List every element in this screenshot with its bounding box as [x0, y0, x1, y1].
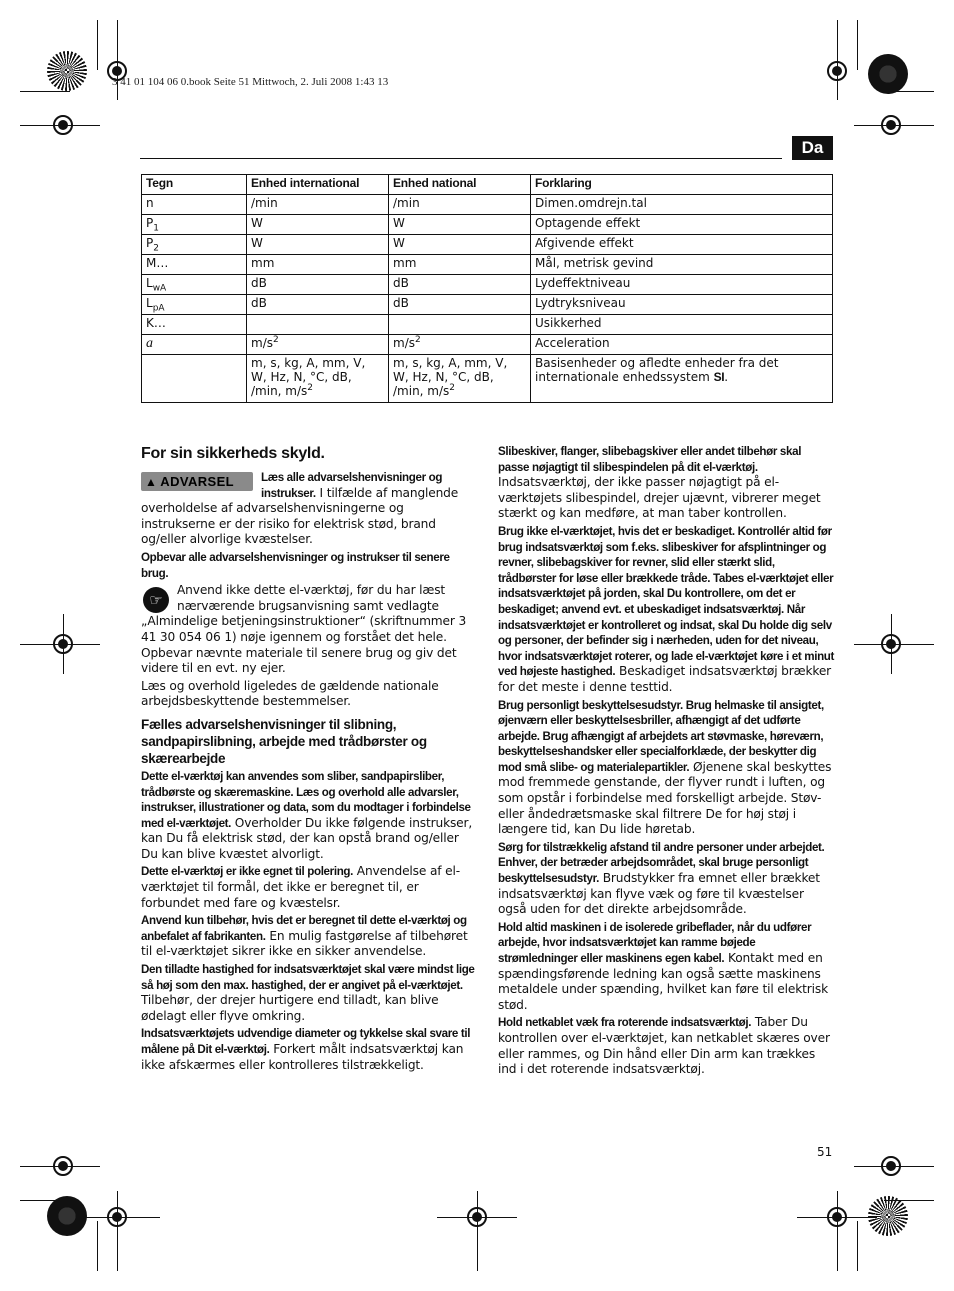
crop-line: [854, 125, 934, 126]
explanation-cell: Acceleration: [531, 335, 833, 355]
symbol-cell: n: [142, 195, 247, 215]
table-row: [142, 275, 833, 295]
right-column: [498, 444, 835, 1080]
table-row: [142, 215, 833, 235]
table-row: [142, 195, 833, 215]
national-cell: $m/s^2$: [389, 335, 531, 355]
paragraph: Brug personligt beskyttelsesudstyr. Brug helmaske til ansigtet, øjenværn eller beskyttelsesbriller, afhængigt af det udførte arbejde. Brug afhængigt af arbejdets art støvmaske, høreværn, beskyttelseshandsker eller specialforklæde, der beskytter dig mod små slibe- og materialepartikler. Øjenene skal beskyttes mod fremmede genstande, der flyver rundt i luften, og som opstår i forbindelse med forskelligt arbejde. Støv- eller åndedrætsmaske skal filtrere De for høj støj i længere tid, kan Du lide høretab.: [498, 698, 832, 837]
crop-line: [20, 125, 100, 126]
paragraph: Dette el-værktøj er ikke egnet til polering. Anvendelse af el-værktøjet til formål, det ikke er beregnet til, er forbundet med fare og kvæstelsr.: [141, 864, 460, 910]
crop-line: [837, 1191, 838, 1271]
crop-line: [63, 614, 64, 674]
table-header-cell: Enhed national: [389, 175, 531, 195]
registration-sunburst-bottom-right: [868, 1196, 908, 1236]
subheading: Fælles advarselshenvisninger til slibning, sandpapirslibning, arbejde med trådbørster og skærearbejde: [141, 716, 427, 766]
crop-line: [80, 1217, 160, 1218]
explanation-cell: Basisenheder og afledte enheder fra det internationale enhedssystem SI.: [531, 355, 833, 403]
units-table: [141, 174, 833, 403]
crop-line: [854, 1166, 934, 1167]
intl-cell: [247, 315, 389, 335]
paragraph: Brug ikke el-værktøjet, hvis det er beskadiget. Kontrollér altid før brug indsatsværktøj som f.eks. slibeskiver for afsplintninger og revner, slibebagskiver for revner, slid eller stærkt slid, trådbørster for løse eller brækkede tråde. Tabes el-værktøjet eller indsatsværktøjet på jorden, skal Du kontrollere, om det er beskadiget; anvend evt. et ubeskadiget indsatsværktøj. Når indsatsværktøjet er kontrolleret og indsat, skal Du holde dig selv og personer, der befinder sig i nærheden, uden for det niveau, hvor indsatsværktøjet roterer, og lade el-værktøjet køre i et minut ved højeste hastighed. Beskadiget indsatsværktøj brækker for det meste i denne testtid.: [498, 524, 835, 694]
explanation-cell: Dimen.omdrejn.tal: [531, 195, 833, 215]
symbol-cell: $L_{wA}$: [142, 275, 247, 295]
table-row: [142, 315, 833, 335]
crop-line: [20, 644, 100, 645]
intl-cell: W: [247, 215, 389, 235]
registration-sunburst-top-left: [47, 51, 87, 91]
national-regulations: Læs og overhold ligeledes de gældende nationale arbejdsbeskyttende bestemmelser.: [141, 678, 439, 709]
national-cell: m, s, kg, A, mm, V, W, Hz, N, °C, dB, /min, $m/s^2$: [389, 355, 531, 403]
symbol-cell: M…: [142, 255, 247, 275]
crop-line: [97, 20, 98, 70]
intl-cell: /min: [247, 195, 389, 215]
symbol-cell: a: [142, 335, 247, 355]
national-cell: W: [389, 215, 531, 235]
crop-line: [97, 1221, 98, 1271]
table-header-cell: Forklaring: [531, 175, 833, 195]
read-manual-icon: ☞: [143, 587, 169, 613]
explanation-cell: Lydeffektniveau: [531, 275, 833, 295]
paragraph: Indsatsværktøjets udvendige diameter og tykkelse skal svare til målene på Dit el-værktøj. Forkert målt indsatsværktøj kan ikke afskærmes eller kontrolleres tilstrækkeligt.: [141, 1027, 471, 1072]
explanation-cell: Lydtryksniveau: [531, 295, 833, 315]
explanation-cell: Afgivende effekt: [531, 235, 833, 255]
paragraph: Hold altid maskinen i de isolerede gribeflader, når du udfører arbejde, hvor indsatsværktøjet kan ramme bøjede strømledninger eller maskinens egen kabel. Kontakt med en spændingsførende ledning kan også sætte maskinens metaldele under spænding, hvilket kan føre til elektrisk stød.: [498, 920, 828, 1012]
section-title: For sin sikkerheds skyld.: [141, 445, 325, 462]
crop-line: [20, 1200, 70, 1201]
paragraph: Hold netkablet væk fra roterende indsatsværktøj. Taber Du kontrollen over el-værktøjet, kan netkablet skæres over eller rammes, og Din hånd eller Din arm kan trækkes ind i det roterende indsatsværktøj.: [498, 1015, 830, 1077]
intl-cell: mm: [247, 255, 389, 275]
paragraph: Den tilladte hastighed for indsatsværktøjet skal være mindst lige så høj som den max. hastighed, der er angivet på el-værktøjet. Tilbehør, der drejer hurtigere end tilladt, kan blive ødelagt eller flyve omkring.: [141, 963, 475, 1023]
symbol-cell: $P_2$: [142, 235, 247, 255]
paragraph: Slibeskiver, flanger, slibebagskiver eller andet tilbehør skal passe nøjagtigt til slibespindelen på dit el-værktøj. Indsatsværktøj, der ikke passer nøjagtigt på el-værktøjets slibespindel, drejer ujævnt, vibrerer meget stærkt og kan medføre, at man taber kontrollen.: [498, 445, 821, 521]
symbol-cell: [142, 355, 247, 403]
crop-line: [20, 91, 70, 92]
symbol-cell: K…: [142, 315, 247, 335]
national-cell: /min: [389, 195, 531, 215]
explanation-cell: Optagende effekt: [531, 215, 833, 235]
warning-paragraph: ▲ ADVARSEL Læs alle advarselshenvisninger og instrukser. I tilfælde af manglende overholdelse af advarselshenvisningerne og instrukserne er der risiko for elektrisk stød, brand og/eller alvorlige kvæstelser.: [141, 471, 459, 547]
table-row: [142, 255, 833, 275]
paragraph: Anvend kun tilbehør, hvis det er beregnet til dette el-værktøj og anbefalet af fabrikanten. En mulig fastgørelse af tilbehøret til el-værktøjet sikrer ikke en sikker anvendelse.: [141, 914, 468, 959]
national-cell: dB: [389, 295, 531, 315]
warning-badge: ▲ ADVARSEL: [141, 472, 253, 491]
crop-line: [857, 1221, 858, 1271]
crop-line: [477, 1191, 478, 1271]
keep-instructions: Opbevar alle advarselshenvisninger og instrukser til senere brug.: [141, 550, 450, 580]
registration-sunburst-bottom-left: [47, 1196, 87, 1236]
crop-line: [884, 91, 934, 92]
crop-line: [117, 1191, 118, 1271]
paragraph: Dette el-værktøj kan anvendes som sliber, sandpapirsliber, trådbørste og skæremaskine. Læs og overhold alle advarsler, instrukser, illustrationer og data, som du modtager i forbindelse med el-værktøjet. Overholder Du ikke følgende instrukser, kan Du få elektrisk stød, der kan opstå brand og/eller Du kan blive kvæstet alvorligt.: [141, 769, 473, 861]
crop-line: [854, 644, 934, 645]
explanation-cell: Usikkerhed: [531, 315, 833, 335]
language-badge: Da: [792, 136, 833, 160]
left-column: [141, 444, 478, 1075]
intl-cell: W: [247, 235, 389, 255]
table-row: [142, 235, 833, 255]
read-manual-paragraph: ☞ Anvend ikke dette el-værktøj, før du har læst nærværende brugsanvisning samt vedlagte „Almindelige betjeningsinstruktioner“ (skriftnummer 3 41 30 054 06 1) nøje igennem og forstået det hele. Opbevar nævnte materiale til senere brug og giv det videre til en evt. ny ejer.: [141, 583, 467, 676]
table-header-cell: Enhed international: [247, 175, 389, 195]
crop-line: [884, 1200, 934, 1201]
intl-cell: m, s, kg, A, mm, V, W, Hz, N, °C, dB, /min, $m/s^2$: [247, 355, 389, 403]
page-number: 51: [817, 1145, 833, 1159]
crop-line: [857, 20, 858, 70]
explanation-cell: Mål, metrisk gevind: [531, 255, 833, 275]
table-header-cell: Tegn: [142, 175, 247, 195]
intl-cell: dB: [247, 275, 389, 295]
paragraph: Sørg for tilstrækkelig afstand til andre personer under arbejdet. Enhver, der betræder arbejdsområdet, skal bruge personligt beskyttelsesudstyr. Brudstykker fra emnet eller brækket indsatsværktøj kan flyve væk og føre til kvæstelser også uden for det direkte arbejdsområde.: [498, 840, 825, 917]
intl-cell: $m/s^2$: [247, 335, 389, 355]
intl-cell: dB: [247, 295, 389, 315]
table-row: [142, 335, 833, 355]
header-rule: [140, 158, 782, 159]
national-cell: mm: [389, 255, 531, 275]
symbol-cell: $L_{pA}$: [142, 295, 247, 315]
registration-sunburst-top-right: [868, 54, 908, 94]
national-cell: dB: [389, 275, 531, 295]
crop-line: [20, 1166, 100, 1167]
crop-line: [891, 614, 892, 674]
crop-line: [837, 20, 838, 100]
national-cell: [389, 315, 531, 335]
national-cell: W: [389, 235, 531, 255]
table-row: [142, 295, 833, 315]
symbol-cell: $P_1$: [142, 215, 247, 235]
crop-line: [117, 20, 118, 100]
file-info-header: 3 41 01 104 06 0.book Seite 51 Mittwoch, 2. Juli 2008 1:43 13: [112, 76, 389, 88]
table-header-row: [142, 175, 833, 195]
warning-triangle-icon: ▲: [145, 475, 158, 489]
table-row: [142, 355, 833, 403]
